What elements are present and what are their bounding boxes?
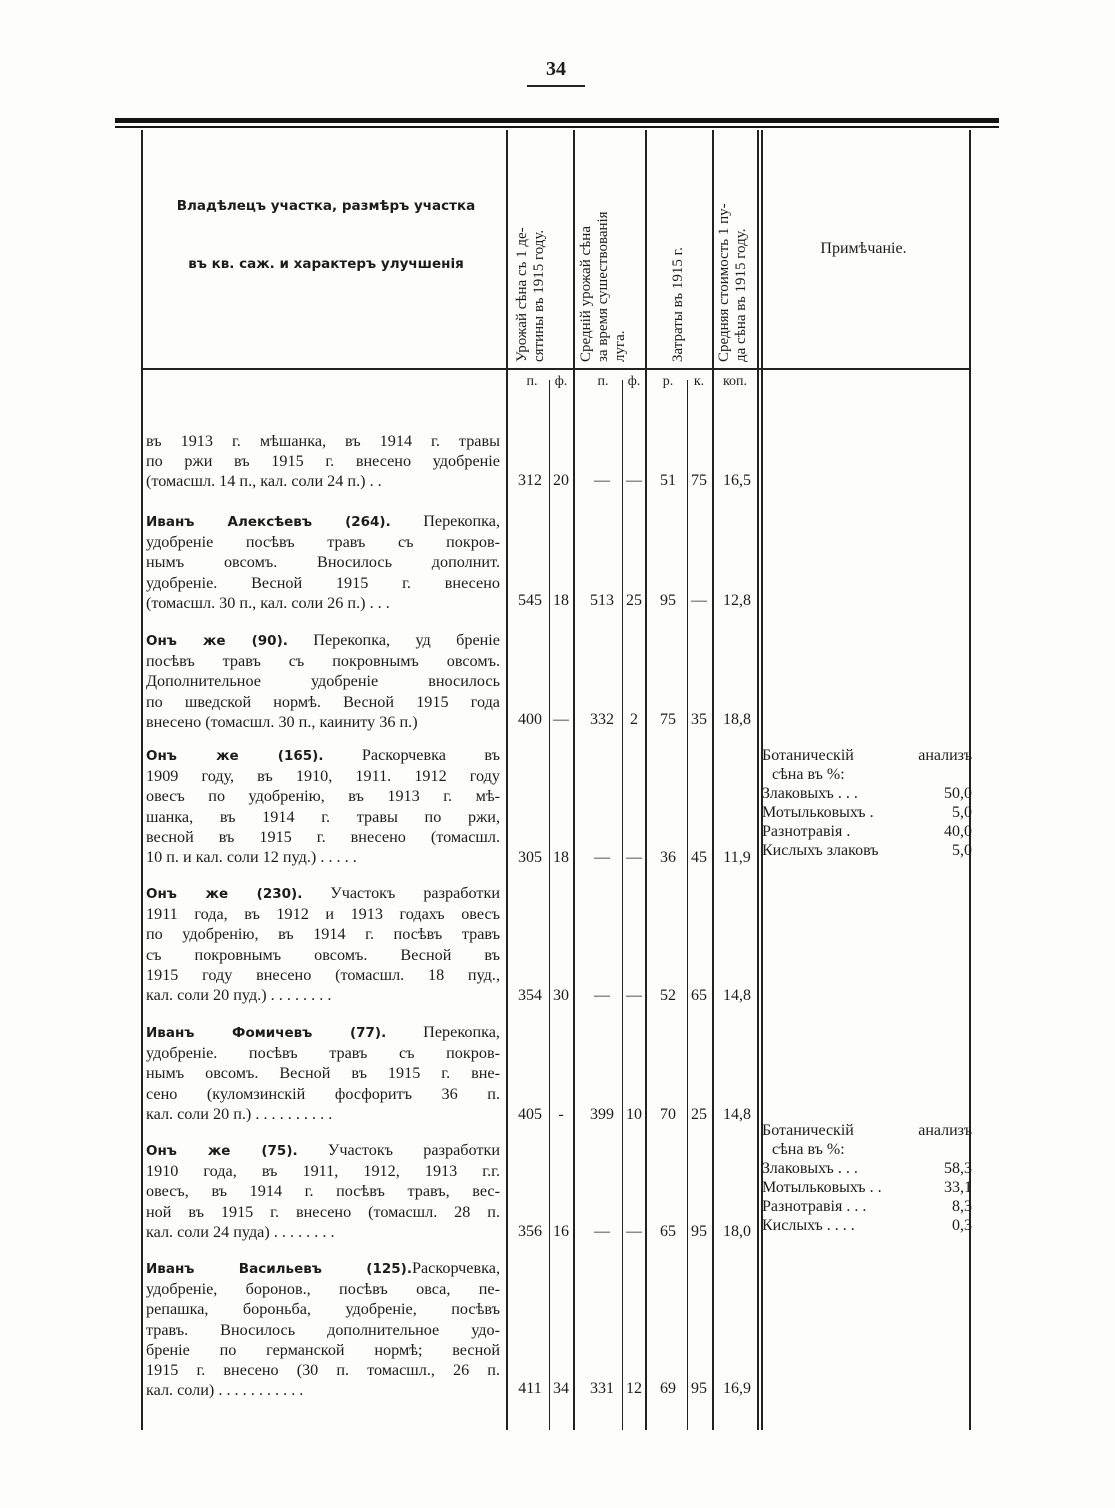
- sub-divider-cost: [687, 380, 688, 1430]
- note-1-row-2-value: 5,0: [952, 804, 972, 821]
- note-2-row-3-label: Разнотравія . . .: [762, 1198, 867, 1215]
- entry-5: [146, 883, 500, 1005]
- note-2-row-2-label: Мотыльковыхъ . .: [762, 1179, 882, 1196]
- entry-3-line-2: посѣвъ травъ съ покровнымъ овсомъ.: [146, 652, 500, 671]
- header-note: Примѣчаніе.: [820, 240, 907, 257]
- col-divider-cost: [712, 130, 714, 1430]
- note-1-row-3-value: 40,0: [944, 823, 972, 840]
- value-cell: —: [594, 987, 610, 1004]
- col-divider-yield: [573, 130, 575, 1430]
- note-2-row-3: [762, 1197, 972, 1216]
- entry-5-line-6: кал. соли 20 пуд.) . . . . . . . .: [146, 986, 332, 1005]
- value-cell: 14,8: [723, 1106, 751, 1123]
- value-cell: 20: [553, 472, 569, 489]
- entry-8-line-7: кал. соли) . . . . . . . . . . .: [146, 1381, 304, 1400]
- value-cell: 25: [626, 592, 642, 609]
- entry-4-line-1: Раскорчевка въ: [323, 746, 500, 764]
- unit-cost-kop: к.: [693, 374, 705, 389]
- value-cell: —: [626, 472, 642, 489]
- header-avg-line2: за время сушествованія: [595, 211, 611, 362]
- header-bottom-rule: [141, 368, 970, 370]
- entry-2-line-5: (томасшл. 30 п., кал. соли 26 п.) . . .: [146, 593, 390, 612]
- value-cell: 356: [518, 1223, 542, 1240]
- entry-8-line-1: Раскорчевка,: [411, 1259, 500, 1277]
- entry-7-owner: Онъ же (75).: [146, 1143, 298, 1159]
- header-unitcost-line1: Средняя стоимость 1 пу-: [716, 203, 732, 362]
- entry-1-line-2: по ржи въ 1915 г. внесено удобреніе: [146, 452, 500, 471]
- value-cell: —: [626, 1223, 642, 1240]
- value-cell: —: [594, 1223, 610, 1240]
- value-cell: 25: [691, 1106, 707, 1123]
- value-cell: 75: [660, 711, 676, 728]
- entry-5-line-5: 1915 году внесено (томасшл. 18 пуд.,: [146, 965, 500, 984]
- unit-unitcost-kop: коп.: [722, 374, 748, 389]
- header-yield: [514, 227, 548, 362]
- entry-7-line-3: овесъ, въ 1914 г. посѣвъ травъ, вес-: [146, 1182, 500, 1201]
- header-avg-line3: луга.: [612, 330, 628, 362]
- header-unitcost: [716, 203, 750, 362]
- entry-5-line-1: Участокъ разработки: [302, 884, 500, 902]
- header-cost: [670, 247, 687, 362]
- value-cell: 332: [590, 711, 614, 728]
- entry-2-line-2: удобреніе посѣвъ травъ съ покров-: [146, 533, 500, 552]
- entry-3-owner: Онъ же (90).: [146, 633, 288, 649]
- note-1-title: Ботаническій анализъ: [762, 747, 972, 764]
- entry-7-line-4: ной въ 1915 г. внесено (томасшл. 28 п.: [146, 1202, 500, 1221]
- entry-8-line-5: бреніе по германской нормѣ; весной: [146, 1340, 500, 1359]
- note-2-row-4-label: Кислыхъ . . . .: [762, 1217, 855, 1234]
- note-1-row-4: [762, 841, 972, 860]
- entry-5-owner: Онъ же (230).: [146, 886, 303, 902]
- value-cell: 18,8: [723, 711, 751, 728]
- note-1-row-1-value: 50,0: [944, 785, 972, 802]
- value-cell: 312: [518, 472, 542, 489]
- value-cell: 16,5: [723, 472, 751, 489]
- sub-divider-avg: [622, 380, 623, 1430]
- value-cell: 34: [553, 1380, 569, 1397]
- note-2-row-4: [762, 1216, 972, 1235]
- entry-6-line-4: сено (куломзинскій фосфоритъ 36 п.: [146, 1084, 500, 1103]
- entry-2-line-1: Перекопка,: [390, 512, 500, 530]
- value-cell: 95: [660, 592, 676, 609]
- note-1-subtitle: сѣна въ %:: [772, 766, 845, 783]
- header-yield-line1: Урожай сѣна съ 1 де-: [514, 227, 530, 362]
- entry-7-line-1: Участокъ разработки: [297, 1141, 500, 1159]
- value-cell: 18: [553, 849, 569, 866]
- header-cost-line: Затраты въ 1915 г.: [670, 247, 686, 362]
- note-2-row-1-value: 58,3: [944, 1160, 972, 1177]
- header-unitcost-line2: да сѣна въ 1915 году.: [733, 228, 749, 362]
- entry-5-line-3: по удобренію, въ 1914 г. посѣвъ травъ: [146, 925, 500, 944]
- value-cell: 11,9: [723, 849, 751, 866]
- note-1-row-1-label: Злаковыхъ . . .: [762, 785, 858, 802]
- entry-5-line-2: 1911 года, въ 1912 и 1913 годахъ овесъ: [146, 905, 500, 924]
- value-cell: 18,0: [723, 1223, 751, 1240]
- note-1: [762, 746, 972, 860]
- value-cell: 400: [518, 711, 542, 728]
- note-1-row-2: [762, 803, 972, 822]
- unit-yield-pud: п.: [526, 374, 538, 389]
- entry-4-line-3: овесъ по удобренію, въ 1913 г. мѣ-: [146, 787, 500, 806]
- note-2: [762, 1121, 972, 1235]
- entry-2-line-3: нымъ овсомъ. Вносилось дополнит.: [146, 553, 500, 572]
- note-2-title: Ботаническій анализъ: [762, 1122, 972, 1139]
- top-rule: [115, 118, 999, 123]
- note-1-row-4-value: 5,0: [952, 842, 972, 859]
- note-1-row-1: [762, 784, 972, 803]
- value-cell: 305: [518, 849, 542, 866]
- table-left-border: [141, 130, 143, 1430]
- header-owner: [146, 198, 506, 314]
- note-1-row-3-label: Разнотравія .: [762, 823, 851, 840]
- value-cell: 52: [660, 987, 676, 1004]
- value-cell: 95: [691, 1380, 707, 1397]
- value-cell: 411: [518, 1380, 542, 1397]
- note-2-row-2-value: 33,1: [944, 1179, 972, 1196]
- value-cell: 70: [660, 1106, 676, 1123]
- value-cell: 95: [691, 1223, 707, 1240]
- unit-avg-funt: ф.: [627, 374, 641, 389]
- top-rule-thin: [115, 126, 999, 128]
- entry-2-line-4: удобреніе. Весной 1915 г. внесено: [146, 573, 500, 592]
- value-cell: —: [594, 849, 610, 866]
- entry-8-line-4: травъ. Вносилось дополнительное удо-: [146, 1320, 500, 1339]
- value-cell: 16,9: [723, 1380, 751, 1397]
- entry-8-owner: Иванъ Васильевъ (125).: [146, 1261, 412, 1277]
- entry-1-line-3: (томасшл. 14 п., кал. соли 24 п.) . .: [146, 472, 382, 491]
- header-owner-line1: Владѣлецъ участка, размѣръ участка: [176, 198, 476, 214]
- entry-6-line-1: Перекопка,: [386, 1023, 500, 1041]
- entry-2: [146, 511, 500, 613]
- entry-4: [146, 745, 500, 867]
- value-cell: 51: [660, 472, 676, 489]
- value-cell: —: [626, 987, 642, 1004]
- note-2-row-3-value: 8,3: [952, 1198, 972, 1215]
- col-divider-avg: [645, 130, 647, 1430]
- entry-7-line-2: 1910 года, въ 1911, 1912, 1913 г.г.: [146, 1162, 500, 1181]
- entry-1: [146, 431, 500, 492]
- header-yield-line2: сятины въ 1915 году.: [531, 229, 547, 362]
- page-number: 34: [527, 58, 585, 87]
- entry-6: [146, 1022, 500, 1124]
- col-divider-owner: [506, 130, 508, 1430]
- note-2-row-2: [762, 1178, 972, 1197]
- header-avg: [578, 211, 629, 362]
- sub-divider-yield: [549, 380, 550, 1430]
- value-cell: 399: [590, 1106, 614, 1123]
- entry-4-line-5: весной въ 1915 г. внесено (томасшл.: [146, 827, 500, 846]
- value-cell: 45: [691, 849, 707, 866]
- entry-6-line-5: кал. соли 20 п.) . . . . . . . . . .: [146, 1104, 333, 1123]
- header-owner-line2: въ кв. саж. и характеръ улучшенія: [188, 256, 464, 273]
- entry-7-line-5: кал. соли 24 пуда) . . . . . . . .: [146, 1222, 335, 1241]
- entry-4-line-4: шанка, въ 1914 г. травы по ржи,: [146, 807, 500, 826]
- value-cell: 12: [626, 1380, 642, 1397]
- value-cell: 12,8: [723, 592, 751, 609]
- value-cell: 65: [660, 1223, 676, 1240]
- unit-cost-rub: р.: [662, 374, 674, 389]
- value-cell: 69: [660, 1380, 676, 1397]
- entry-4-owner: Онъ же (165).: [146, 748, 324, 764]
- value-cell: -: [558, 1106, 564, 1123]
- unit-avg-pud: п.: [597, 374, 609, 389]
- value-cell: 65: [691, 987, 707, 1004]
- entry-8-line-3: репашка, бороньба, удобреніе, посѣвъ: [146, 1300, 500, 1319]
- value-cell: 14,8: [723, 987, 751, 1004]
- value-cell: —: [626, 849, 642, 866]
- note-1-row-2-label: Мотыльковыхъ .: [762, 804, 874, 821]
- entry-3: [146, 630, 500, 732]
- note-1-row-4-label: Кислыхъ злаковъ: [762, 842, 879, 859]
- value-cell: —: [691, 592, 707, 609]
- note-2-row-4-value: 0,3: [952, 1217, 972, 1234]
- value-cell: 354: [518, 987, 542, 1004]
- entry-6-line-3: нымъ овсомъ. Весной въ 1915 г. вне-: [146, 1064, 500, 1083]
- entry-8-line-2: удобреніе, боронов., посѣвъ овса, пе-: [146, 1280, 500, 1299]
- value-cell: 16: [553, 1223, 569, 1240]
- value-cell: 513: [590, 592, 614, 609]
- note-2-row-1: [762, 1159, 972, 1178]
- entry-1-line-1: въ 1913 г. мѣшанка, въ 1914 г. травы: [146, 432, 500, 450]
- value-cell: 75: [691, 472, 707, 489]
- value-cell: —: [594, 472, 610, 489]
- value-cell: 331: [590, 1380, 614, 1397]
- entry-8-line-6: 1915 г. внесено (30 п. томасшл., 26 п.: [146, 1361, 500, 1380]
- entry-3-line-1: Перекопка, уд бреніе: [287, 631, 500, 649]
- value-cell: 2: [630, 711, 638, 728]
- entry-3-line-4: по шведской нормѣ. Весной 1915 года: [146, 692, 500, 711]
- header-avg-line1: Средній урожай сѣна: [578, 226, 594, 362]
- entry-3-line-5: внесено (томасшл. 30 п., каиниту 36 п.): [146, 712, 418, 731]
- entry-8: [146, 1258, 500, 1400]
- note-2-subtitle: сѣна въ %:: [772, 1141, 845, 1158]
- unit-yield-funt: ф.: [554, 374, 568, 389]
- entry-5-line-4: съ покровнымъ овсомъ. Весной въ: [146, 945, 500, 964]
- entry-4-line-2: 1909 году, въ 1910, 1911. 1912 году: [146, 767, 500, 786]
- value-cell: 10: [626, 1106, 642, 1123]
- note-2-row-1-label: Злаковыхъ . . .: [762, 1160, 858, 1177]
- entry-3-line-3: Дополнительное удобреніе вносилось: [146, 672, 500, 691]
- entry-6-line-2: удобреніе. посѣвъ травъ съ покров-: [146, 1044, 500, 1063]
- entry-2-owner: Иванъ Алексѣевъ (264).: [146, 514, 391, 530]
- note-1-row-3: [762, 822, 972, 841]
- value-cell: 545: [518, 592, 542, 609]
- entry-7: [146, 1140, 500, 1242]
- value-cell: —: [553, 711, 569, 728]
- value-cell: 36: [660, 849, 676, 866]
- value-cell: 405: [518, 1106, 542, 1123]
- value-cell: 35: [691, 711, 707, 728]
- entry-6-owner: Иванъ Фомичевъ (77).: [146, 1025, 387, 1041]
- entry-4-line-6: 10 п. и кал. соли 12 пуд.) . . . . .: [146, 848, 357, 867]
- value-cell: 18: [553, 592, 569, 609]
- value-cell: 30: [553, 987, 569, 1004]
